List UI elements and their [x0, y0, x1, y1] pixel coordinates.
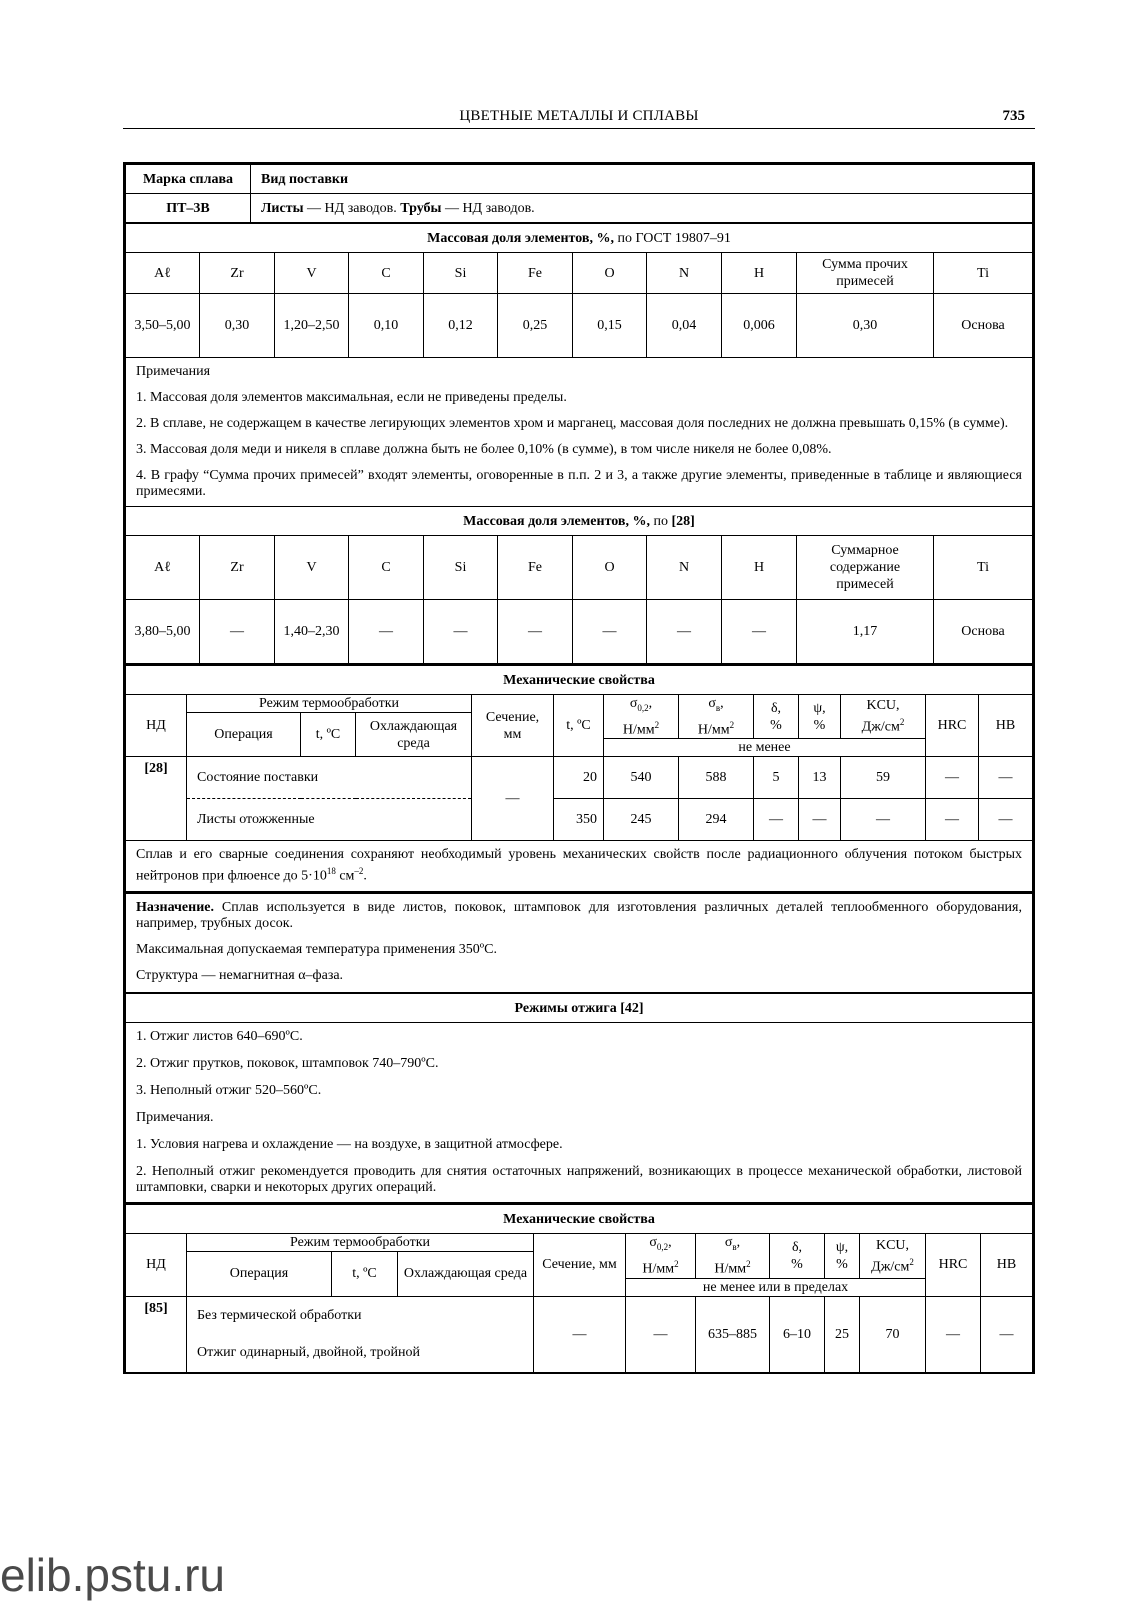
- mech-1-h-delta: δ, %: [754, 695, 799, 739]
- mech-1-h-min: не менее: [604, 739, 926, 757]
- mech-1-h-temp: t, ºC: [554, 695, 604, 757]
- composition-value-cell: 0,30: [200, 294, 275, 358]
- anneal-item: 1. Отжиг листов 640–690ºС.: [136, 1029, 303, 1045]
- mech-2-h-psi: ψ, %: [825, 1234, 860, 1278]
- composition-header-cell: Fe: [498, 253, 573, 294]
- mech-2-h-s02: $\sigma_{0,2}$, $Н/мм^2$: [626, 1234, 696, 1278]
- note-item: 2. В сплаве, не содержащем в качестве легирующих элементов хром и марганец, массовая доля последних не должна превышать 0,15% (в сумме).: [136, 416, 1009, 431]
- mech-1-sb-2: 294: [679, 799, 754, 841]
- mech-2-psi: 25: [825, 1296, 860, 1372]
- mech-2-h-cool: Охлаждающая среда: [398, 1252, 534, 1296]
- composition-value-cell: 3,50–5,00: [126, 294, 200, 358]
- mech-2-h-section: Сечение, мм: [534, 1234, 626, 1296]
- composition-header-cell: H: [722, 253, 797, 294]
- mech-2-title: Механические свойства: [126, 1204, 1033, 1234]
- composition-value-cell: 0,25: [498, 294, 573, 358]
- anneal-title: Режимы отжига [42]: [126, 993, 1033, 1023]
- composition-ref-title: Массовая доля элементов, %, по [28]: [126, 507, 1033, 536]
- composition-value-cell: 3,80–5,00: [126, 600, 200, 664]
- mech-1-h-s02: $\sigma_{0,2}$, $Н/мм^2$: [604, 695, 679, 739]
- composition-value-cell: 1,17: [797, 600, 934, 664]
- composition-header-cell: O: [573, 536, 647, 600]
- purpose-block: [126, 893, 1033, 993]
- mech-1-temp-2: 350: [554, 799, 604, 841]
- mech-2-h-delta: δ, %: [770, 1234, 825, 1278]
- purpose-anneal-table: [125, 892, 1033, 1203]
- mech-2-delta: 6–10: [770, 1296, 825, 1372]
- mech-1-h-section: Сечение, мм: [472, 695, 554, 757]
- alloy-card: [123, 162, 1035, 1374]
- max-temp: Максимальная допускаемая температура применения 350ºС.: [136, 942, 497, 958]
- mech-1-psi-2: —: [799, 799, 841, 841]
- composition-value-cell: —: [349, 600, 424, 664]
- mech-2-h-hrc: HRC: [926, 1234, 981, 1296]
- composition-value-cell: Основа: [934, 294, 1033, 358]
- composition-header-cell: Aℓ: [126, 536, 200, 600]
- composition-header-cell: C: [349, 536, 424, 600]
- composition-header-cell: Zr: [200, 536, 275, 600]
- anneal-note: 2. Неполный отжиг рекомендуется проводить для снятия остаточных напряжений, возникающих в процессе механической обработки, листовой штамповки, сварки и некоторых других операций.: [136, 1164, 1022, 1196]
- mech-1-kcu-2: —: [841, 799, 926, 841]
- composition-header-cell: V: [275, 536, 349, 600]
- composition-header-cell: Fe: [498, 536, 573, 600]
- mech-2-h-hb: HB: [981, 1234, 1033, 1296]
- mech-1-h-psi: ψ, %: [799, 695, 841, 739]
- grade-table: [125, 164, 1033, 223]
- supply-head: Вид поставки: [251, 165, 1033, 194]
- composition-header-cell: Si: [424, 253, 498, 294]
- mech-1-nd: [28]: [126, 757, 187, 841]
- mech-2-h-nd: НД: [126, 1234, 187, 1296]
- mech-1-op-1: Состояние поставки: [187, 757, 472, 799]
- composition-value-cell: —: [498, 600, 573, 664]
- composition-header-cell: V: [275, 253, 349, 294]
- composition-header-cell: O: [573, 253, 647, 294]
- mech-1-s02-1: 540: [604, 757, 679, 799]
- mech-2-kcu: 70: [860, 1296, 926, 1372]
- mech-2-ops: [187, 1296, 534, 1372]
- composition-header-cell: Si: [424, 536, 498, 600]
- composition-ref-header-row: [126, 536, 1033, 600]
- mech-1-title: Механические свойства: [126, 665, 1033, 695]
- mech-1-temp-1: 20: [554, 757, 604, 799]
- mech-1-h-sb: $\sigma_в$, $Н/мм^2$: [679, 695, 754, 739]
- mech-1-h-mode: Режим термообработки: [187, 695, 472, 713]
- grade-name: ПТ–3В: [126, 194, 251, 223]
- running-title: ЦВЕТНЫЕ МЕТАЛЛЫ И СПЛАВЫ: [459, 108, 699, 124]
- mech-2-h-t: t, ºC: [332, 1252, 398, 1296]
- mech-1-op-2: Листы отожженные: [187, 799, 472, 841]
- composition-header-cell: Aℓ: [126, 253, 200, 294]
- grade-head: Марка сплава: [126, 165, 251, 194]
- mech-1-section: —: [472, 757, 554, 841]
- composition-header-cell: N: [647, 253, 722, 294]
- mech-1-h-kcu: KCU, $Дж/см^2$: [841, 695, 926, 739]
- note-item: 4. В графу “Сумма прочих примесей” входят элементы, оговоренные в п.п. 2 и 3, а также другие элементы, приведенные в таблице и являющиеся примесями.: [136, 468, 1022, 499]
- structure: Структура — немагнитная α–фаза.: [136, 968, 344, 984]
- mech-2-op-2: Отжиг одинарный, двойной, тройной: [197, 1345, 420, 1361]
- composition-header-cell: Суммарное содержание примесей: [797, 536, 934, 600]
- page-number: 735: [1002, 108, 1025, 124]
- mech-1-h-t: t, ºC: [301, 713, 356, 757]
- notes-1: [126, 358, 1033, 507]
- composition-value-cell: 0,30: [797, 294, 934, 358]
- anneal-item: 2. Отжиг прутков, поковок, штамповок 740–790ºС.: [136, 1056, 439, 1072]
- mech-1-h-hrc: HRC: [926, 695, 979, 757]
- mech-1-hrc-1: —: [926, 757, 979, 799]
- notes-1-title: Примечания: [136, 364, 211, 379]
- composition-header-cell: Zr: [200, 253, 275, 294]
- composition-header-cell: Ti: [934, 536, 1033, 600]
- mech-1-psi-1: 13: [799, 757, 841, 799]
- watermark: elib.pstu.ru: [0, 1549, 226, 1601]
- mech-1-note: Сплав и его сварные соединения сохраняют необходимый уровень механических свойств после радиационного облучения потоком быстрых нейтронов при флюенсе до $5\cdot 10^{18}$ $см^{-2}$.: [126, 841, 1033, 892]
- mech-2-h-sb: $\sigma_в$, $Н/мм^2$: [696, 1234, 770, 1278]
- composition-gost-title: Массовая доля элементов, %, по ГОСТ 19807–91: [126, 224, 1033, 253]
- mech-2-hrc: —: [926, 1296, 981, 1372]
- composition-value-cell: Основа: [934, 600, 1033, 664]
- page-header: [123, 108, 1035, 129]
- composition-value-cell: —: [200, 600, 275, 664]
- mech-1-hb-2: —: [979, 799, 1033, 841]
- mech-2-hb: —: [981, 1296, 1033, 1372]
- composition-value-cell: —: [647, 600, 722, 664]
- mech-props-table-2: [125, 1203, 1033, 1372]
- composition-gost-value-row: [126, 294, 1033, 358]
- composition-value-cell: 1,40–2,30: [275, 600, 349, 664]
- anneal-item: 3. Неполный отжиг 520–560ºС.: [136, 1083, 322, 1099]
- mech-2-sb: 635–885: [696, 1296, 770, 1372]
- composition-header-cell: C: [349, 253, 424, 294]
- mech-1-s02-2: 245: [604, 799, 679, 841]
- mech-1-kcu-1: 59: [841, 757, 926, 799]
- composition-value-cell: 0,04: [647, 294, 722, 358]
- mech-2-h-op: Операция: [187, 1252, 332, 1296]
- composition-gost-table: [125, 223, 1033, 664]
- mech-2-h-kcu: KCU, $Дж/см^2$: [860, 1234, 926, 1278]
- mech-1-d-1: 5: [754, 757, 799, 799]
- composition-value-cell: 1,20–2,50: [275, 294, 349, 358]
- mech-1-h-hb: HB: [979, 695, 1033, 757]
- composition-value-cell: 0,10: [349, 294, 424, 358]
- composition-value-cell: —: [424, 600, 498, 664]
- mech-1-h-nd: НД: [126, 695, 187, 757]
- composition-header-cell: N: [647, 536, 722, 600]
- mech-1-h-op: Операция: [187, 713, 301, 757]
- mech-1-d-2: —: [754, 799, 799, 841]
- mech-2-nd: [85]: [126, 1296, 187, 1372]
- mech-2-op-1: Без термической обработки: [197, 1308, 362, 1324]
- composition-value-cell: 0,15: [573, 294, 647, 358]
- mech-2-h-min: не менее или в пределах: [626, 1278, 926, 1296]
- mech-1-h-cool: Охлаждающая среда: [356, 713, 472, 757]
- mech-2-s02: —: [626, 1296, 696, 1372]
- supply-text: Листы — НД заводов. Трубы — НД заводов.: [251, 194, 1033, 223]
- composition-value-cell: 0,006: [722, 294, 797, 358]
- composition-header-cell: Сумма прочих примесей: [797, 253, 934, 294]
- mech-1-hb-1: —: [979, 757, 1033, 799]
- anneal-block: [126, 1023, 1033, 1203]
- composition-value-cell: —: [573, 600, 647, 664]
- purpose-text: Назначение. Сплав используется в виде листов, поковок, штамповок для изготовления различных деталей теплообменного оборудования, например, трубных досок.: [136, 900, 1022, 932]
- mech-1-sb-1: 588: [679, 757, 754, 799]
- composition-header-cell: H: [722, 536, 797, 600]
- mech-2-h-mode: Режим термообработки: [187, 1234, 534, 1252]
- composition-value-cell: 0,12: [424, 294, 498, 358]
- composition-gost-header-row: [126, 253, 1033, 294]
- mech-2-section: —: [534, 1296, 626, 1372]
- composition-header-cell: Ti: [934, 253, 1033, 294]
- note-item: 1. Массовая доля элементов максимальная, если не приведены пределы.: [136, 390, 567, 405]
- mech-props-table-1: [125, 664, 1033, 892]
- anneal-notes-title: Примечания.: [136, 1110, 214, 1126]
- composition-value-cell: —: [722, 600, 797, 664]
- mech-1-hrc-2: —: [926, 799, 979, 841]
- note-item: 3. Массовая доля меди и никеля в сплаве должна быть не более 0,10% (в сумме), в том числе никеля не более 0,08%.: [136, 442, 832, 457]
- composition-ref-value-row: [126, 600, 1033, 664]
- anneal-note: 1. Условия нагрева и охлаждение — на воздухе, в защитной атмосфере.: [136, 1137, 563, 1153]
